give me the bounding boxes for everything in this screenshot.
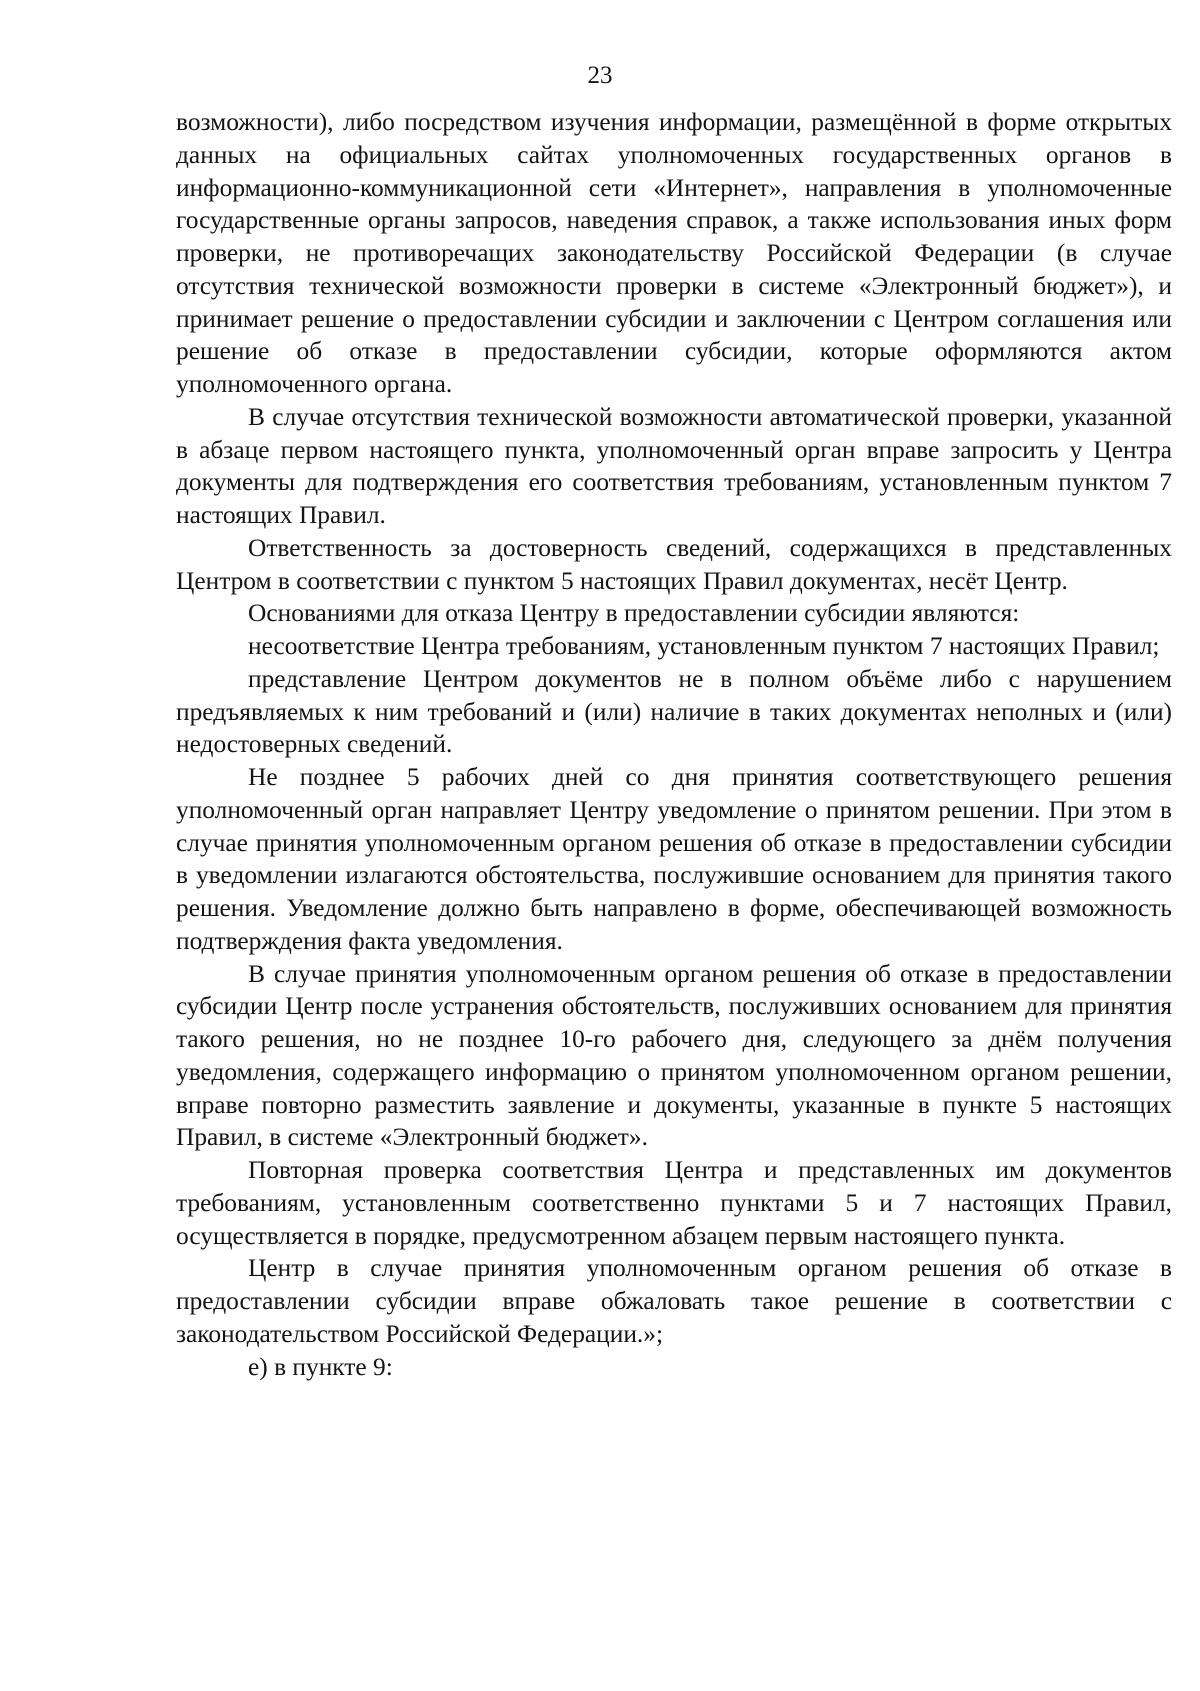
paragraph-item-e: е) в пункте 9: <box>248 1352 393 1381</box>
paragraph-ground-documents: представление Центром документов не в полном объёме либо с нарушением предъявляемых к ним требований и (или) наличие в таких документах неполных и (или) недостоверных сведений. <box>176 664 1172 759</box>
paragraph-notification: Не позднее 5 рабочих дней со дня принятия соответствующего решения уполномоченный орган направляет Центру уведомление о принятом решении. При этом в случае принятия уполномоченным органом решения об отказе в предоставлении субсидии в уведомлении излагаются обстоятельства, послужившие основанием для принятия такого решения. Уведомление должно быть направлено в форме, обеспечивающей возможность подтверждения факта уведомления. <box>176 763 1172 955</box>
paragraph-technical-check: В случае отсутствия технической возможности автоматической проверки, указанной в абзаце первом настоящего пункта, уполномоченный орган вправе запросить у Центра документы для подтверждения его соответствия требованиям, установленным пунктом 7 настоящих Правил. <box>176 402 1172 529</box>
paragraph-refusal-grounds: Основаниями для отказа Центру в предоставлении субсидии являются: <box>248 599 1020 628</box>
paragraph-resubmission: В случае принятия уполномоченным органом решения об отказе в предоставлении субсидии Центр после устранения обстоятельств, послуживших основанием для принятия такого решения, но не позднее 10-го рабочего дня, следующего за днём получения уведомления, содержащего информацию о принятом уполномоченном органом решении, вправе повторно разместить заявление и документы, указанные в пункте 5 настоящих Правил, в системе «Электронный бюджет». <box>176 959 1172 1152</box>
paragraph-appeal: Центр в случае принятия уполномоченным органом решения об отказе в предоставлении субсидии вправе обжаловать такое решение в соответствии с законодательством Российской Федерации.»; <box>176 1254 1172 1348</box>
paragraph-responsibility: Ответственность за достоверность сведений, содержащихся в представленных Центром в соответствии с пунктом 5 настоящих Правил документах, несёт Центр. <box>176 533 1172 595</box>
paragraph-ground-nonconformity: несоответствие Центра требованиям, установленным пунктом 7 настоящих Правил; <box>248 632 1160 660</box>
page-number: 23 <box>587 62 613 89</box>
document-body <box>176 106 1172 1383</box>
paragraph-continuation: возможности), либо посредством изучения информации, размещённой в форме открытых данных на официальных сайтах уполномоченных государственных органов в информационно-коммуникационной сети «Интернет», направления в уполномоченные государственные органы запросов, наведения справок, а также использования иных форм проверки, не противоречащих законодательству Российской Федерации (в случае отсутствия технической возможности проверки в системе «Электронный бюджет»), и принимает решение о предоставлении субсидии и заключении с Центром соглашения или решение об отказе в предоставлении субсидии, которые оформляются актом уполномоченного органа. <box>176 108 1172 398</box>
paragraph-repeat-check: Повторная проверка соответствия Центра и представленных им документов требованиям, установленным соответственно пунктами 5 и 7 настоящих Правил, осуществляется в порядке, предусмотренном абзацем первым настоящего пункта. <box>176 1156 1172 1250</box>
